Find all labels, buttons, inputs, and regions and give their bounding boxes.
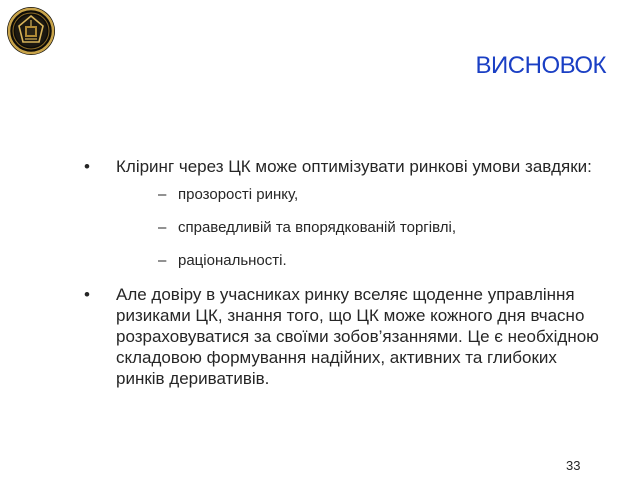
- sub-marker: –: [158, 219, 167, 236]
- page-number: 33: [566, 458, 581, 473]
- sub-item: [116, 218, 600, 237]
- bullet-text: Але довіру в учасниках ринку вселяє щоденне управління ризиками ЦК, знання того, що ЦК може кожного дня вчасно розраховуватися за своїми зобов’язаннями. Це є необхідною складовою формування надійних, активних та глибоких ринків деривативів.: [116, 285, 599, 388]
- sub-item: [116, 185, 600, 204]
- sub-text: раціональності.: [178, 252, 287, 269]
- slide-title: ВИСНОВОК: [475, 52, 606, 79]
- slide-content: [80, 156, 600, 389]
- sub-list: [116, 185, 600, 270]
- bullet-item: [80, 284, 600, 389]
- sub-marker: –: [158, 186, 167, 203]
- sub-text: справедливій та впорядкованій торгівлі,: [178, 219, 456, 236]
- bullet-text: Кліринг через ЦК може оптимізувати ринкові умови завдяки:: [116, 157, 592, 176]
- bullet-marker: •: [84, 285, 90, 304]
- sub-text: прозорості ринку,: [178, 186, 299, 203]
- bullet-marker: •: [84, 157, 90, 176]
- sub-marker: –: [158, 252, 167, 269]
- sub-item: [116, 251, 600, 270]
- bullet-item: [80, 156, 600, 270]
- seal-logo-icon: [6, 6, 56, 56]
